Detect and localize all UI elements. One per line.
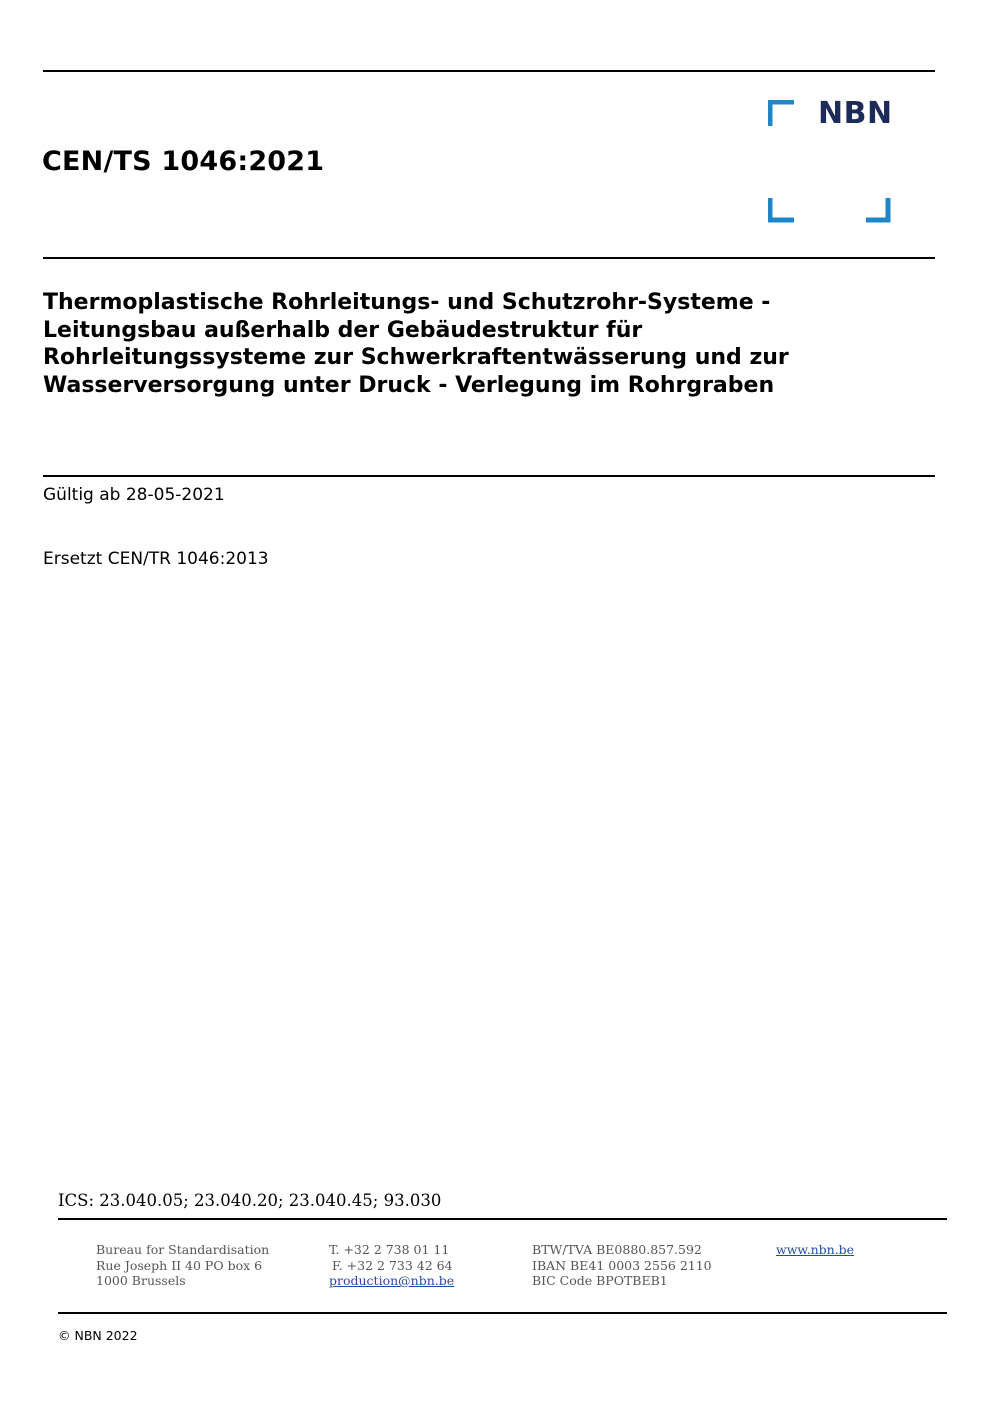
ics-codes: ICS: 23.040.05; 23.040.20; 23.040.45; 93.030 xyxy=(58,1191,442,1210)
footer-bottom-rule xyxy=(58,1312,947,1314)
copyright: © NBN 2022 xyxy=(58,1328,138,1343)
title-line: Wasserversorgung unter Druck - Verlegung im Rohrgraben xyxy=(43,372,775,398)
document-id: CEN/TS 1046:2021 xyxy=(42,146,325,177)
footer-tax xyxy=(532,1242,712,1289)
tax-line: BTW/TVA BE0880.857.592 xyxy=(532,1242,702,1257)
document-title xyxy=(43,289,923,399)
title-rule xyxy=(43,475,935,477)
nbn-logo xyxy=(768,96,893,224)
tax-line: IBAN BE41 0003 2556 2110 xyxy=(532,1257,712,1273)
logo-text: NBN xyxy=(818,96,893,131)
title-line: Thermoplastische Rohrleitungs- und Schutzrohr-Systeme - xyxy=(43,290,771,315)
footer-website xyxy=(776,1242,854,1258)
replaces: Ersetzt CEN/TR 1046:2013 xyxy=(43,549,269,569)
footer-address xyxy=(96,1242,269,1289)
footer-contact xyxy=(329,1242,454,1289)
email-link[interactable]: production@nbn.be xyxy=(329,1273,455,1288)
phone-number: T. +32 2 738 01 11 xyxy=(329,1242,450,1257)
footer-top-rule xyxy=(58,1218,947,1220)
address-line: 1000 Brussels xyxy=(96,1273,186,1288)
address-line: Bureau for Standardisation xyxy=(96,1242,270,1257)
address-line: Rue Joseph II 40 PO box 6 xyxy=(96,1257,263,1273)
website-link[interactable]: www.nbn.be xyxy=(776,1242,855,1257)
valid-from: Gültig ab 28-05-2021 xyxy=(43,485,225,505)
title-line: Leitungsbau außerhalb der Gebäudestruktur für xyxy=(43,317,643,343)
top-rule xyxy=(43,70,935,72)
title-line: Rohrleitungssysteme zur Schwerkraftentwässerung und zur xyxy=(43,345,789,370)
fax-number: F. +32 2 733 42 64 xyxy=(332,1257,453,1273)
header-rule xyxy=(43,257,935,259)
tax-line: BIC Code BPOTBEB1 xyxy=(532,1273,668,1288)
